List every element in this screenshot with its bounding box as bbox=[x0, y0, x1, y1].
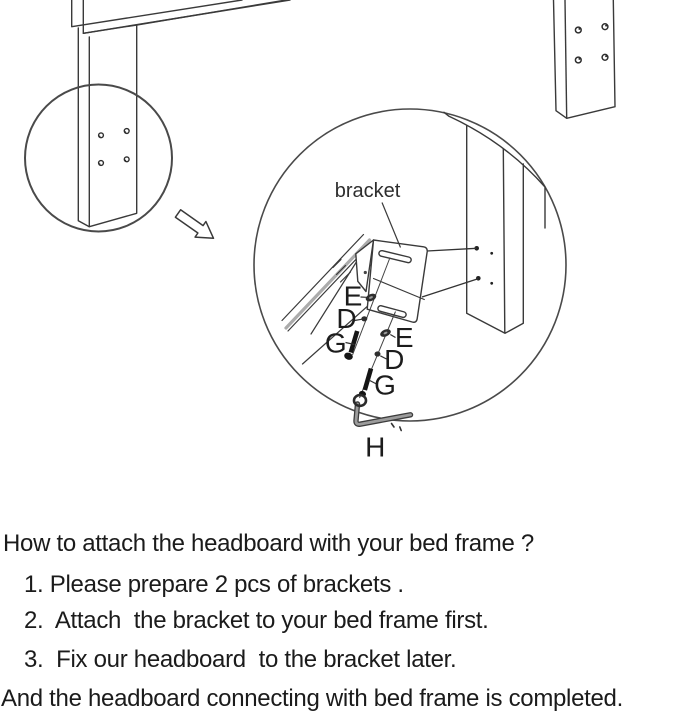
zoom-arrow-icon bbox=[175, 210, 213, 239]
spring-washer-D-left bbox=[361, 316, 367, 321]
bed-frame-leg-inner-edge bbox=[565, 0, 567, 118]
bracket-flange-hole bbox=[364, 271, 367, 274]
label-bolt-right: G bbox=[374, 369, 396, 401]
label-washer-right: E bbox=[394, 322, 414, 353]
bracket-label: bracket bbox=[334, 180, 401, 202]
rail-hatch bbox=[337, 266, 346, 275]
magnifier-circle-small bbox=[25, 85, 172, 232]
headboard-corner-drawing bbox=[72, 0, 290, 227]
headboard-post-back-edge bbox=[72, 0, 242, 27]
bracket-drawing bbox=[356, 240, 427, 322]
label-bolt-left: G bbox=[324, 327, 347, 359]
bed-frame-leg-holes bbox=[575, 24, 608, 63]
instruction-step-1: 1. Please prepare 2 pcs of brackets . bbox=[24, 571, 404, 598]
bracket-label-leader bbox=[382, 203, 401, 248]
debris-tick bbox=[400, 427, 401, 431]
label-spring-washer-left: D bbox=[336, 303, 357, 334]
bolt-G-left bbox=[351, 331, 357, 353]
magnified-headboard-leg bbox=[444, 112, 545, 333]
leg-middle-edge bbox=[503, 149, 505, 333]
headboard-rail-bottom-edge bbox=[83, 0, 286, 33]
leg-cap-curve bbox=[444, 112, 545, 228]
instructions-footer: And the headboard connecting with bed frame is completed. bbox=[1, 685, 623, 712]
bolt-G-right bbox=[365, 369, 371, 391]
rail-hatch bbox=[333, 260, 341, 268]
headboard-leg-outline bbox=[78, 25, 136, 227]
debris-tick bbox=[392, 424, 395, 428]
bracket-to-leg-pointers bbox=[422, 248, 478, 297]
spring-washer-D-right bbox=[375, 351, 381, 356]
headboard-leg-holes bbox=[99, 129, 129, 166]
instruction-step-2: 2. Attach the bracket to your bed frame first. bbox=[24, 607, 489, 634]
label-spring-washer-right: D bbox=[384, 344, 405, 375]
label-allen-key: H bbox=[365, 431, 386, 463]
label-washer-left: E bbox=[343, 280, 363, 312]
instruction-step-3: 3. Fix our headboard to the bracket later. bbox=[24, 646, 457, 673]
instructions-heading: How to attach the headboard with your bed frame ? bbox=[3, 530, 534, 557]
